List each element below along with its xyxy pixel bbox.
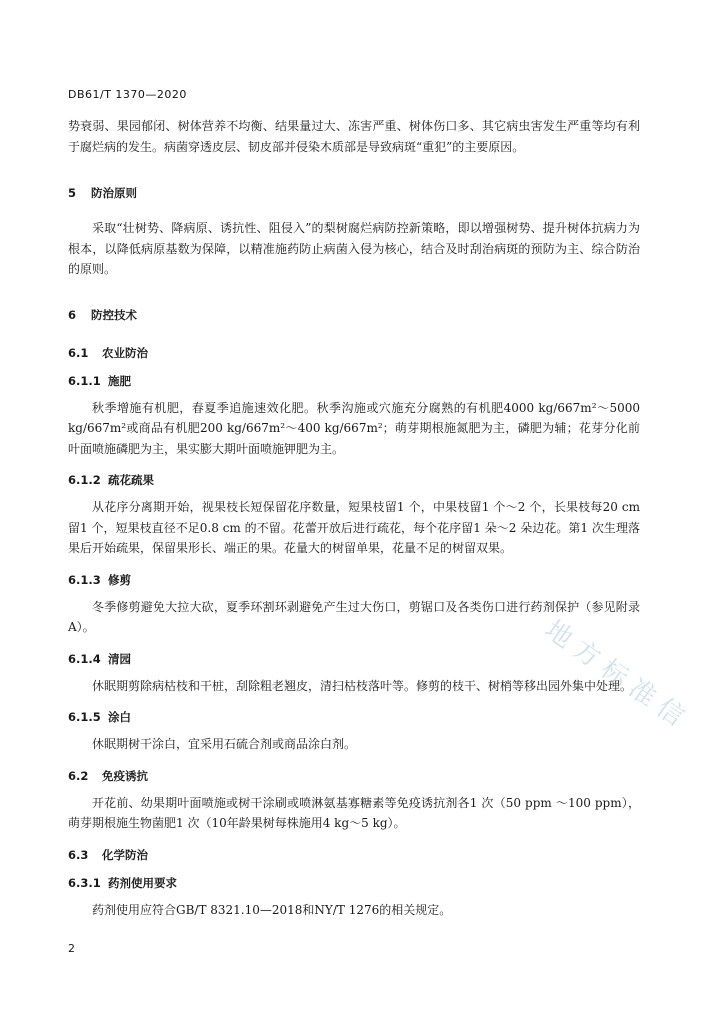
- section-6-1-4-text: 休眠期剪除病枯枝和干桩，刮除粗老翘皮，清扫枯枝落叶等。修剪的枝干、树梢等移出园外集中处理。: [92, 678, 633, 693]
- page-number: 2: [68, 942, 75, 955]
- section-title: 药剂使用要求: [108, 875, 177, 890]
- section-title: 涂白: [108, 710, 131, 724]
- section-6-1-4-heading: [68, 650, 640, 668]
- section-6-1-1-text: 秋季增施有机肥，春夏季追施速效化肥。秋季沟施或穴施充分腐熟的有机肥4000 kg/667m²～5000 kg/667m²或商品有机肥200 kg/667m²～400 kg/667m²；萌芽期根施氮肥为主，磷肥为辅；花芽分化前叶面喷施磷肥为主，果实膨大期叶面喷施钾肥为主。: [68, 400, 640, 456]
- section-number: 6.1.4: [68, 651, 101, 666]
- intro-paragraph: 势衰弱、果园郁闭、树体营养不均衡、结果量过大、冻害严重、树体伤口多、其它病虫害发生严重等均有利于腐烂病的发生。病菌穿透皮层、韧皮部并侵染木质部是导致病斑“重犯”的主要原因。: [68, 119, 640, 154]
- section-6-1-3-heading: [68, 571, 640, 589]
- section-number: 6.2: [68, 768, 89, 783]
- section-6-1-5-text: 休眠期树干涂白，宜采用石硫合剂或商品涂白剂。: [92, 737, 357, 751]
- section-number: 6.1.1: [68, 373, 101, 388]
- section-title: 清园: [108, 651, 131, 666]
- section-number: 6.3.1: [68, 875, 101, 890]
- section-6-1-5-heading: [68, 708, 640, 726]
- section-title: 化学防治: [102, 847, 148, 862]
- section-number: 6.3: [68, 847, 89, 862]
- section-6-1-2-text: 从花序分离期开始，视果枝长短保留花序数量，短果枝留1 个，中果枝留1 个～2 个，长果枝每20 cm 留1 个，短果枝直径不足0.8 cm 的不留。花蕾开放后进行疏花，每个花序留1 朵～2 朵边花。第1 次生理落果后开始疏果，保留果形长、端正的果。花量大的树留单果，花量不足的树留双果。: [68, 500, 640, 555]
- section-6-3-heading: [68, 846, 640, 864]
- watermark: 地方标准信: [539, 614, 696, 738]
- section-5-heading: [68, 184, 640, 202]
- section-number: 6.1: [68, 345, 89, 360]
- section-number: 6.1.2: [68, 473, 101, 487]
- section-title: 防治原则: [91, 186, 137, 200]
- section-5-text: 采取“壮树势、降病原、诱抗性、阻侵入”的梨树腐烂病防控新策略，即以增强树势、提升树体抗病力为根本，以降低病原基数为保障，以精准施药防止病菌入侵为核心，结合及时刮治病斑的预防为主、综合防治的原则。: [68, 221, 640, 276]
- section-number: 5: [68, 186, 77, 200]
- section-6-1-2-heading: [68, 471, 640, 489]
- section-6-1-heading: [68, 344, 640, 362]
- section-title: 防控技术: [91, 307, 137, 322]
- section-title: 疏花疏果: [108, 473, 154, 487]
- section-6-2-text: 开花前、幼果期叶面喷施或树干涂刷或喷淋氨基寡糖素等免疫诱抗剂各1 次（50 ppm ～100 ppm），萌芽期根施生物菌肥1 次（10年龄果树每株施用4 kg～5 kg）。: [68, 795, 640, 830]
- section-6-heading: [68, 306, 640, 324]
- section-number: 6.1.3: [68, 572, 101, 587]
- document-body: [68, 112, 640, 920]
- section-6-3-1-heading: [68, 874, 640, 892]
- section-number: 6.1.5: [68, 710, 101, 724]
- section-title: 农业防治: [102, 345, 148, 360]
- section-number: 6: [68, 307, 77, 322]
- section-title: 施肥: [108, 373, 131, 388]
- section-title: 免疫诱抗: [102, 768, 148, 783]
- section-6-2-heading: [68, 767, 640, 785]
- document-code: DB61/T 1370—2020: [68, 88, 187, 101]
- section-6-1-3-text: 冬季修剪避免大拉大砍，夏季环割环剥避免产生过大伤口，剪锯口及各类伤口进行药剂保护（参见附录A）。: [68, 599, 640, 634]
- section-6-1-1-heading: [68, 372, 640, 390]
- section-title: 修剪: [108, 572, 131, 587]
- section-6-3-1-text: 药剂使用应符合GB/T 8321.10—2018和NY/T 1276的相关规定。: [92, 902, 452, 917]
